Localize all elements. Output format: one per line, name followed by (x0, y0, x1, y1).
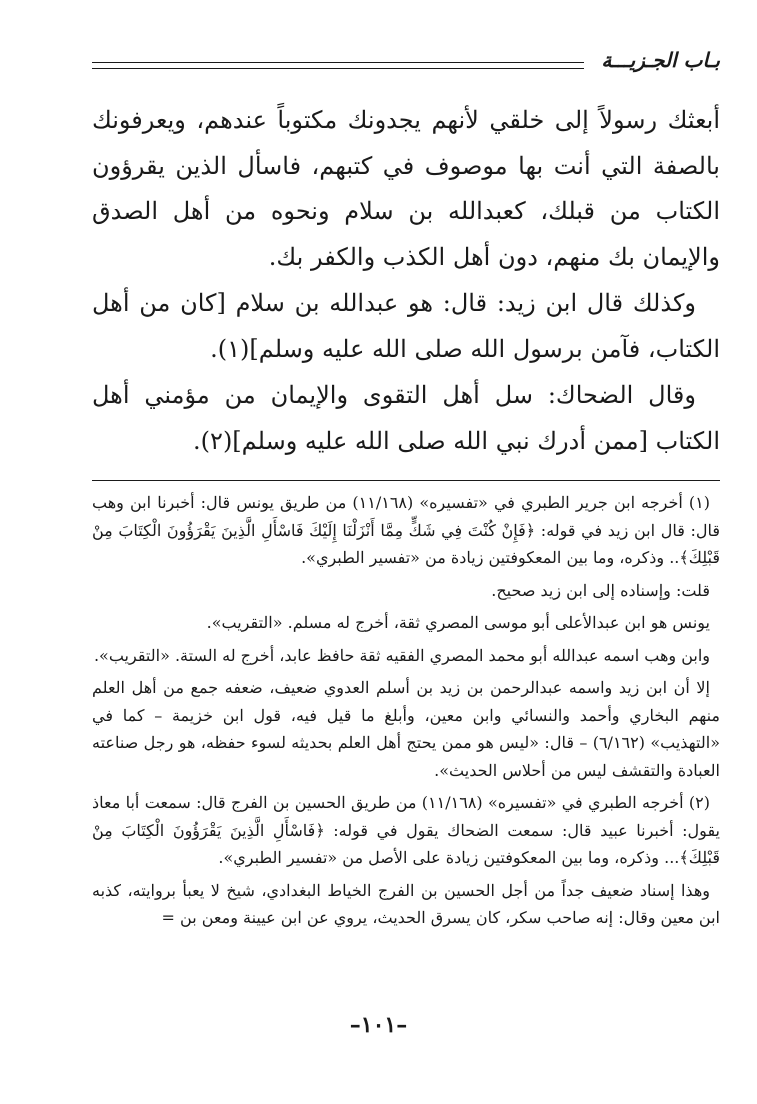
footnote-paragraph: (٢) أخرجه الطبري في «تفسيره» (١١/١٦٨) من طريق الحسين بن الفرج قال: سمعت أبا معاذ يقول: أخبرنا عبيد قال: سمعت الضحاك يقول في قوله: ﴿فَاسْأَلِ الَّذِينَ يَقْرَؤُونَ الْكِتَابَ مِنْ قَبْلِكَ﴾... وذكره، وما بين المعكوفتين زيادة على الأصل من «تفسير الطبري». (92, 793, 720, 867)
footnote-paragraph: (١) أخرجه ابن جرير الطبري في «تفسيره» (١١/١٦٨) من طريق يونس قال: أخبرنا ابن وهب قال: قال ابن زيد في قوله: ﴿فَإِنْ كُنْتَ فِي شَكٍّ مِمَّا أَنْزَلْنَا إِلَيْكَ فَاسْأَلِ الَّذِينَ يَقْرَؤُونَ الْكِتَابَ مِنْ قَبْلِكَ﴾.. وذكره، وما بين المعكوفتين زيادة من «تفسير الطبري». (92, 493, 720, 567)
page-number: –١٠١– (349, 1012, 408, 1038)
footnote-paragraph: قلت: وإسناده إلى ابن زيد صحيح. (491, 580, 710, 600)
footnote-paragraph: يونس هو ابن عبدالأعلى أبو موسى المصري ثقة، أخرج له مسلم. «التقريب». (206, 613, 710, 632)
main-paragraph: وكذلك قال ابن زيد: قال: هو عبدالله بن سلام [كان من أهل الكتاب، فآمن برسول الله صلى الله عليه وسلم](١). (92, 289, 720, 363)
header-rule-top (92, 62, 584, 63)
main-text (92, 98, 720, 464)
footnote-separator (92, 480, 720, 481)
main-paragraph: أبعثك رسولاً إلى خلقي لأنهم يجدونك مكتوباً عندهم، ويعرفونك بالصفة التي أنت بها موصوف في كتبهم، فاسأل الذين يقرؤون الكتاب من قبلك، كعبدالله بن سلام ونحوه من أهل الصدق والإيمان بك منهم، دون أهل الكذب والكفر بك. (92, 106, 720, 271)
header-rule-bottom (92, 68, 584, 69)
footnote-paragraph: وهذا إسناد ضعيف جداً من أجل الحسين بن الفرج الخياط البغدادي، شيخ لا يعبأ بروايته، كذبه ابن معين وقال: إنه صاحب سكر، كان يسرق الحديث، يروي عن ابن عيينة ومعن بن = (92, 880, 720, 927)
footnote-paragraph: وابن وهب اسمه عبدالله أبو محمد المصري الفقيه ثقة حافظ عابد، أخرج له الستة. «التقريب». (93, 645, 710, 665)
footnotes (92, 489, 720, 932)
running-header (92, 49, 720, 75)
main-paragraph: وقال الضحاك: سل أهل التقوى والإيمان من مؤمني أهل الكتاب [ممن أدرك نبي الله صلى الله عليه وسلم](٢). (92, 381, 720, 455)
page-body (92, 98, 720, 932)
footnote-paragraph: إلا أن ابن زيد واسمه عبدالرحمن بن زيد بن أسلم العدوي ضعيف، ضعفه جمع من أهل العلم منهم البخاري وأحمد والنسائي وابن معين، وأبلغ ما قيل فيه، قول ابن خزيمة – كما في «التهذيب» (٦/١٦٢) – قال: «ليس هو ممن يحتج أهل العلم بحديثه لسوء حفظه، هو رجل صناعته العبادة والتقشف ليس من أحلاس الحديث». (92, 678, 720, 780)
chapter-title: بـاب الجـزيـــة (601, 48, 720, 72)
